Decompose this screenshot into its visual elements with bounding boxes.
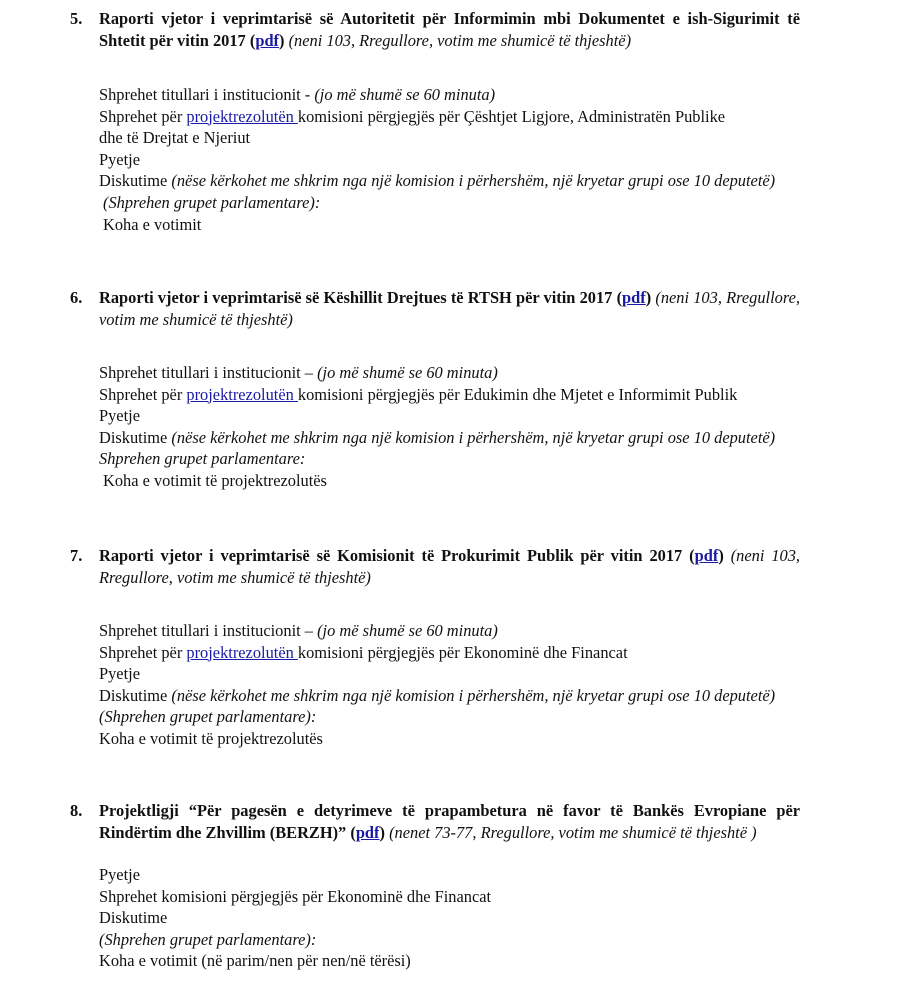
discussion-note: (nëse kërkohet me shkrim nga një komision i përhershëm, një kryetar grupi ose 10 deputetë) bbox=[171, 685, 776, 705]
discussion-line bbox=[99, 427, 800, 449]
item-note: (neni 103, Rregullore, votim me shumicë të thjeshtë) bbox=[99, 546, 800, 587]
item-number: 5. bbox=[70, 9, 83, 28]
vote-line: Koha e votimit të projektrezolutës bbox=[99, 728, 323, 748]
projektrezoluten-link[interactable]: projektrezolutën bbox=[186, 106, 298, 126]
speaker-note: (jo më shumë se 60 minuta) bbox=[314, 85, 496, 104]
questions-line: Pyetje bbox=[99, 406, 140, 426]
projektrezoluten-link[interactable]: projektrezolutën bbox=[186, 384, 298, 404]
discussion-line: Diskutime bbox=[99, 908, 168, 928]
discussion-text: Diskutime bbox=[99, 685, 172, 705]
groups-line: (Shprehen grupet parlamentare): bbox=[99, 707, 317, 727]
speaker-line bbox=[99, 84, 800, 106]
item-note: (neni 103, Rregullore, votim me shumicë të thjeshtë) bbox=[288, 30, 632, 50]
committee-line bbox=[99, 642, 800, 664]
speaker-note: (jo më shumë se 60 minuta) bbox=[317, 621, 498, 640]
committee-prefix: Shprehet për bbox=[99, 106, 187, 126]
committee-prefix: Shprehet për bbox=[99, 384, 187, 404]
agenda-item-6 bbox=[70, 287, 800, 492]
item-number: 7. bbox=[70, 546, 83, 565]
questions-line: Pyetje bbox=[99, 865, 140, 884]
discussion-line bbox=[99, 170, 800, 192]
speaker-note: (jo më shumë se 60 minuta) bbox=[317, 363, 498, 382]
item-number: 8. bbox=[70, 801, 83, 820]
vote-line: Koha e votimit (në parim/nen për nen/në tërësi) bbox=[99, 951, 411, 971]
committee-text: komisioni përgjegjës për Çështjet Ligjore, Administratën Publike dhe të Drejtat e Njeriut bbox=[99, 106, 726, 148]
groups-line: (Shprehen grupet parlamentare): bbox=[99, 929, 317, 949]
pdf-link[interactable]: pdf bbox=[622, 288, 646, 307]
committee-prefix: Shprehet për bbox=[99, 642, 187, 662]
pdf-link[interactable]: pdf bbox=[255, 30, 280, 50]
questions-line: Pyetje bbox=[99, 664, 140, 684]
questions-line: Pyetje bbox=[99, 149, 140, 169]
item-title: Raporti vjetor i veprimtarisë së Këshillit Drejtues të RTSH për vitin 2017 bbox=[99, 288, 613, 307]
speaker-text: Shprehet titullari i institucionit - bbox=[99, 85, 315, 104]
item-note: (nenet 73-77, Rregullore, votim me shumicë të thjeshtë ) bbox=[389, 822, 757, 842]
agenda-item-5 bbox=[70, 8, 800, 235]
speaker-line bbox=[99, 620, 800, 642]
agenda-item-heading: 5. Raporti vjetor i veprimtarisë së Autoritetit për Informimin mbi Dokumentet e ish-Sigurimit të Shtetit për vitin 2017 (pdf) (neni 103, Rregullore, votim me shumicë të thjeshtë) bbox=[70, 9, 800, 50]
discussion-note: (nëse kërkohet me shkrim nga një komision i përhershëm, një kryetar grupi ose 10 deputetë) bbox=[171, 427, 776, 447]
item-number: 6. bbox=[70, 288, 83, 307]
discussion-text: Diskutime bbox=[99, 171, 172, 191]
discussion-text: Diskutime bbox=[99, 427, 172, 447]
pdf-link[interactable]: pdf bbox=[694, 546, 719, 565]
discussion-line bbox=[99, 685, 800, 707]
groups-line: (Shprehen grupet parlamentare): bbox=[103, 192, 321, 212]
speaker-text: Shprehet titullari i institucionit – bbox=[99, 363, 318, 382]
agenda-item-7 bbox=[70, 545, 800, 750]
pdf-link[interactable]: pdf bbox=[355, 822, 380, 842]
committee-text: komisioni përgjegjës për Edukimin dhe Mjetet e Informimit Publik bbox=[297, 384, 738, 404]
committee-line bbox=[99, 384, 800, 406]
speaker-line bbox=[99, 362, 800, 384]
speaker-text: Shprehet titullari i institucionit – bbox=[99, 621, 318, 640]
committee-text: komisioni përgjegjës për Ekonominë dhe Financat bbox=[297, 642, 628, 662]
agenda-item-heading: 6. Raporti vjetor i veprimtarisë së Këshillit Drejtues të RTSH për vitin 2017 (pdf) (neni 103, Rregullore, votim me shumicë të thjeshtë) bbox=[70, 288, 800, 329]
discussion-note: (nëse kërkohet me shkrim nga një komision i përhershëm, një kryetar grupi ose 10 deputetë) bbox=[171, 171, 776, 191]
item-note: (neni 103, Rregullore, votim me shumicë të thjeshtë) bbox=[99, 288, 800, 329]
agenda-item-heading: 7. Raporti vjetor i veprimtarisë së Komisionit të Prokurimit Publik për vitin 2017 (pdf) (neni 103, Rregullore, votim me shumicë të thjeshtë) bbox=[70, 546, 800, 587]
agenda-item-heading: 8. Projektligji “Për pagesën e detyrimeve të prapambetura në favor të Bankës Evropiane për Rindërtim dhe Zhvillim (BERZH)” (pdf) (nenet 73-77, Rregullore, votim me shumicë të thjeshtë ) bbox=[70, 801, 800, 842]
projektrezoluten-link[interactable]: projektrezolutën bbox=[186, 642, 298, 662]
item-title: Raporti vjetor i veprimtarisë së Autoritetit për Informimin mbi Dokumentet e ish-Sigurimit të Shtetit për vitin 2017 bbox=[99, 9, 800, 50]
committee-line: Shprehet komisioni përgjegjës për Ekonominë dhe Financat bbox=[99, 886, 492, 906]
item-title: Raporti vjetor i veprimtarisë së Komisionit të Prokurimit Publik për vitin 2017 bbox=[99, 546, 683, 565]
vote-line: Koha e votimit të projektrezolutës bbox=[103, 470, 327, 490]
committee-line bbox=[99, 106, 800, 149]
groups-line: Shprehen grupet parlamentare: bbox=[99, 449, 306, 469]
agenda-item-8 bbox=[70, 800, 800, 972]
item-title: Projektligji “Për pagesën e detyrimeve të prapambetura në favor të Bankës Evropiane për Rindërtim dhe Zhvillim (BERZH)” bbox=[99, 801, 800, 842]
vote-line: Koha e votimit bbox=[103, 214, 202, 234]
